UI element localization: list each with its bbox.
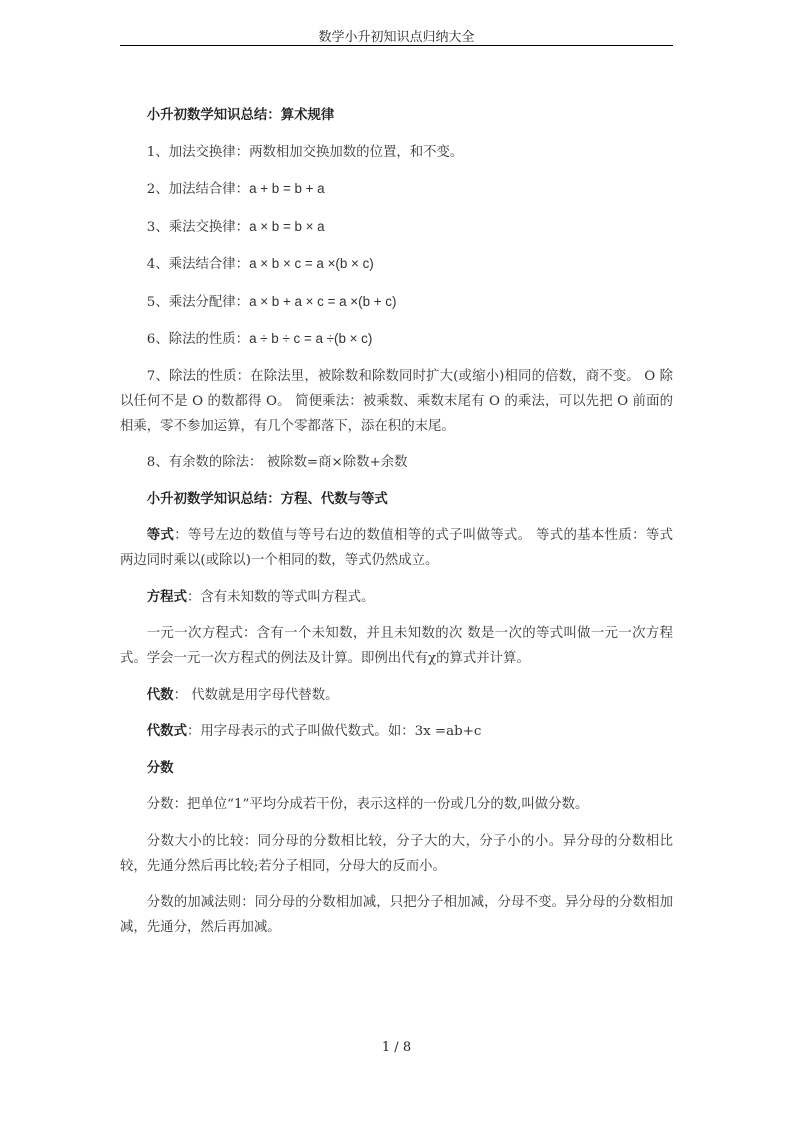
fraction-definition: 分数：把单位“1”平均分成若干份，表示这样的一份或几分的数,叫做分数。 bbox=[146, 797, 589, 812]
rule-formula: a × b = b × a bbox=[249, 218, 325, 234]
rule-text: 两数相加交换加数的位置，和不变。 bbox=[249, 144, 464, 160]
rule-label: 4、乘法结合律： bbox=[146, 257, 250, 272]
term-text: ：等号左边的数值与等号右边的数值相等的式子叫做等式。 等式的基本性质：等式两边同时乘以(或除以)一个相同的数，等式仍然成立。 bbox=[120, 528, 674, 568]
algebraic-expression-definition bbox=[120, 719, 673, 744]
linear-equation-definition: 一元一次方程式：含有一个未知数，并且未知数的次 数是一次的等式叫做一元一次方程式。学会一元一次方程式的例法及计算。即例出代有χ的算式并计算。 bbox=[120, 626, 673, 666]
rule-formula: a × b × c = a ×(b × c) bbox=[249, 256, 374, 271]
term-text: ： 代数就是用字母代替数。 bbox=[173, 687, 339, 703]
document-body bbox=[120, 103, 673, 952]
term-text: ：含有未知数的等式叫方程式。 bbox=[186, 589, 375, 605]
page-header-title: 数学小升初知识点归纳大全 bbox=[318, 30, 475, 45]
rule-6 bbox=[120, 326, 673, 352]
rule-7: 7、除法的性质：在除法里，被除数和除数同时扩大(或缩小)相同的倍数，商不变。 O 除以任何不是 O 的数都得 O。 简便乘法：被乘数、乘数末尾有 O 的乘法，可以先把 O 前面的相乘，零不参加运算，有几个零都落下，添在积的末尾。 bbox=[120, 368, 673, 434]
algebra-definition bbox=[120, 683, 673, 708]
rule-label: 2、加法结合律： bbox=[146, 182, 250, 197]
rule-5 bbox=[120, 289, 673, 315]
rule-label: 1、加法交换律： bbox=[146, 144, 250, 160]
rule-formula: a × b + a × c = a ×(b + c) bbox=[249, 293, 397, 309]
page-number: 1 / 8 bbox=[381, 1040, 412, 1055]
rule-2 bbox=[120, 176, 673, 202]
rule-4 bbox=[120, 251, 673, 277]
rule-label: 3、乘法交换律： bbox=[146, 219, 250, 235]
formula-definition bbox=[120, 585, 673, 610]
rule-label: 5、乘法分配律： bbox=[146, 294, 250, 310]
rule-1 bbox=[120, 140, 673, 165]
section-title-fractions: 分数 bbox=[146, 759, 174, 776]
rule-formula: a + b = b + a bbox=[249, 181, 325, 196]
term-label: 代数式 bbox=[146, 723, 187, 739]
rule-formula: a ÷ b ÷ c = a ÷(b × c) bbox=[249, 331, 373, 346]
term-label: 方程式 bbox=[146, 588, 187, 605]
term-label: 代数 bbox=[146, 686, 174, 703]
rule-8: 8、有余数的除法： 被除数=商×除数+余数 bbox=[146, 455, 408, 470]
fraction-comparison: 分数大小的比较：同分母的分数相比较，分子大的大，分子小的小。异分母的分数相比较，先通分然后再比较;若分子相同，分母大的反而小。 bbox=[120, 833, 673, 874]
section-title-equations: 小升初数学知识总结：方程、代数与等式 bbox=[146, 490, 388, 507]
equation-definition bbox=[120, 523, 673, 573]
term-label: 等式 bbox=[146, 527, 175, 543]
rule-3 bbox=[120, 214, 673, 240]
section-title-arithmetic: 小升初数学知识总结：算术规律 bbox=[146, 107, 335, 123]
fraction-add-subtract: 分数的加减法则：同分母的分数相加减，只把分子相加减，分母不变。异分母的分数相加减，先通分，然后再加减。 bbox=[120, 895, 673, 935]
header-divider bbox=[120, 45, 673, 46]
term-text: ：用字母表示的式子叫做代数式。如：3x =ab+c bbox=[186, 724, 482, 739]
rule-label: 6、除法的性质： bbox=[146, 332, 250, 347]
